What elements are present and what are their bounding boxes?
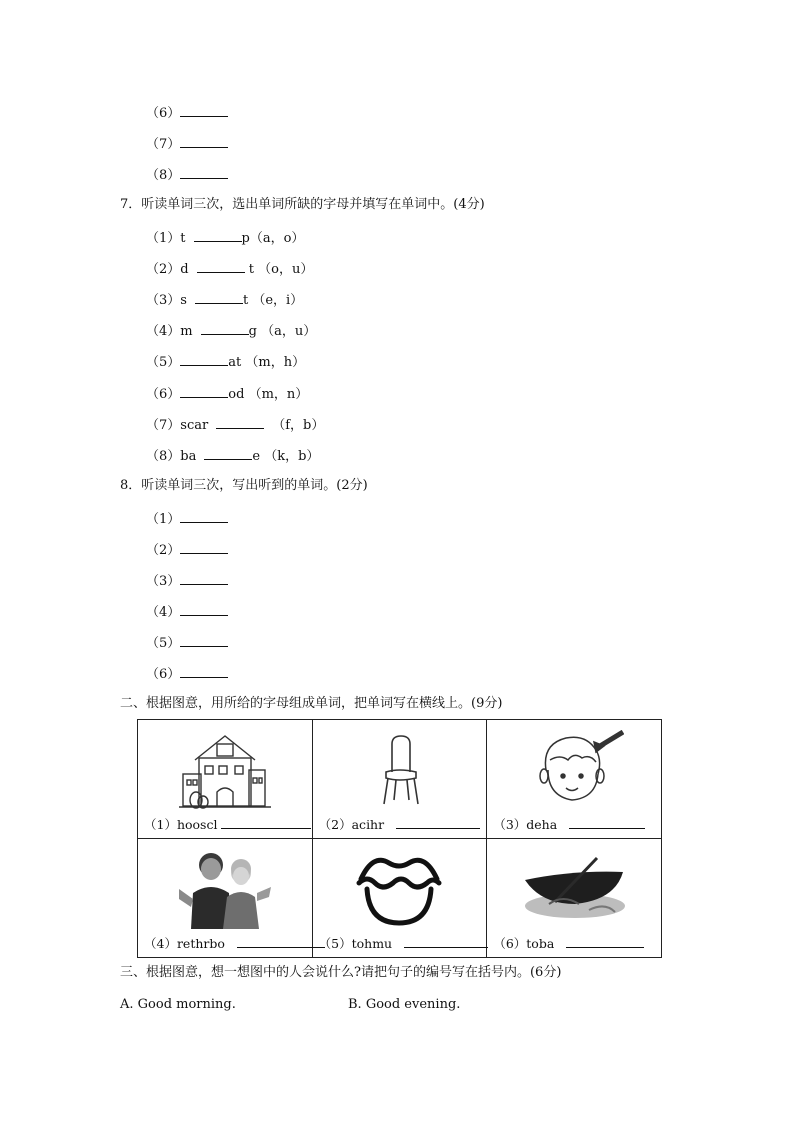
q6-item-8: （8） <box>146 166 228 184</box>
chair-icon <box>374 734 424 806</box>
answer-blank[interactable] <box>197 260 245 273</box>
q6-item-7: （7） <box>146 135 228 153</box>
q8-item: （1） <box>146 510 228 528</box>
q7-item: （8）ba e （k，b） <box>146 449 320 464</box>
q8-item: （5） <box>146 634 228 652</box>
answer-blank[interactable] <box>180 385 228 398</box>
picture-cell <box>312 720 487 839</box>
answer-blank[interactable] <box>180 665 228 678</box>
word-prompt: （2）acihr <box>319 815 480 833</box>
answer-blank[interactable] <box>404 936 488 948</box>
q6-item-6: （6） <box>146 104 228 122</box>
word-prompt: （1）hooscl <box>144 815 311 833</box>
picture-cell <box>138 839 313 958</box>
answer-blank[interactable] <box>201 322 249 335</box>
answer-blank[interactable] <box>216 416 264 429</box>
picture-word-table <box>137 719 662 958</box>
answer-blank[interactable] <box>194 229 242 242</box>
answer-blank[interactable] <box>221 817 311 829</box>
answer-blank[interactable] <box>569 817 645 829</box>
mouth-icon <box>353 849 445 929</box>
q8-item: （4） <box>146 603 228 621</box>
answer-blank[interactable] <box>180 353 228 366</box>
answer-blank[interactable] <box>566 936 644 948</box>
brothers-photo <box>177 849 273 929</box>
picture-cell <box>138 720 313 839</box>
boat-icon <box>519 854 629 924</box>
word-prompt: （3）deha <box>493 815 645 833</box>
answer-blank[interactable] <box>180 510 228 523</box>
picture-cell <box>487 839 662 958</box>
q7-item: （2）d t （o，u） <box>146 262 314 277</box>
answer-blank[interactable] <box>180 166 228 179</box>
q7-item: （1）t p（a，o） <box>146 231 305 246</box>
picture-cell <box>487 720 662 839</box>
answer-blank[interactable] <box>195 291 243 304</box>
q7-title: 7．听读单词三次，选出单词所缺的字母并填写在单词中。(4分) <box>120 197 485 212</box>
answer-blank[interactable] <box>180 634 228 647</box>
q7-item: （7）scar （f，b） <box>146 418 325 433</box>
q8-title: 8．听读单词三次，写出听到的单词。(2分) <box>120 478 368 493</box>
answer-blank[interactable] <box>180 541 228 554</box>
answer-blank[interactable] <box>180 135 228 148</box>
option-b: B. Good evening. <box>348 997 461 1012</box>
answer-blank[interactable] <box>180 603 228 616</box>
word-prompt: （5）tohmu <box>319 934 488 952</box>
head-icon <box>524 730 624 810</box>
answer-blank[interactable] <box>180 572 228 585</box>
word-prompt: （6）toba <box>493 934 644 952</box>
section3-title: 三、根据图意，想一想图中的人会说什么?请把句子的编号写在括号内。(6分) <box>120 965 562 980</box>
q8-item: （2） <box>146 541 228 559</box>
section2-title: 二、根据图意，用所给的字母组成单词，把单词写在横线上。(9分) <box>120 696 503 711</box>
q7-item: （5） at （m，h） <box>146 355 306 370</box>
school-icon <box>179 730 271 810</box>
q8-item: （3） <box>146 572 228 590</box>
word-prompt: （4）rethrbo <box>144 934 325 952</box>
q8-item: （6） <box>146 665 228 683</box>
option-a: A. Good morning. <box>120 997 236 1012</box>
answer-blank[interactable] <box>396 817 480 829</box>
q7-item: （3）s t （e，i） <box>146 293 304 308</box>
q7-item: （4）m g （a，u） <box>146 324 317 339</box>
answer-blank[interactable] <box>180 104 228 117</box>
answer-blank[interactable] <box>204 447 252 460</box>
q7-item: （6） od （m，n） <box>146 387 309 402</box>
picture-cell <box>312 839 487 958</box>
